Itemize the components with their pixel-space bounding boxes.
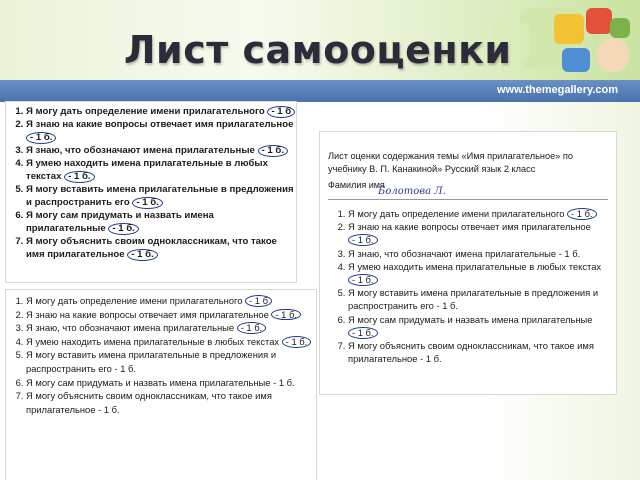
underline [328, 199, 608, 200]
score-mark: - 1 б. [127, 249, 157, 261]
score-mark: - 1 б. [132, 197, 162, 209]
list-item: 2. Я знаю на какие вопросы отвечает имя прилагательное - 1 б. [26, 308, 316, 322]
score-mark: - 1 б. [114, 362, 137, 374]
list-item: 7. Я могу объяснить своим одноклассникам, что такое имя прилагательное - 1 б. [26, 235, 296, 261]
score-mark: - 1 б. [558, 247, 581, 259]
list-item: 5. Я могу вставить имена прилагательные в предложения и распространить его - 1 б. [348, 286, 610, 312]
score-mark: - 1 б. [348, 234, 378, 246]
list-item: 4. Я умею находить имена прилагательные в любых текстах - 1 б. [26, 335, 316, 349]
list-item: 5. Я могу вставить имена прилагательные в предложения и распространить его - 1 б. [26, 183, 296, 209]
score-mark: - 1 б. [98, 403, 120, 415]
score-mark: - 1 б [267, 106, 295, 118]
list-item: 3. Я знаю, что обозначают имена прилагательные - 1 б. [348, 247, 610, 260]
self-assessment-list [320, 203, 616, 365]
list-item: 7. Я могу объяснить своим одноклассникам, что такое имя прилагательное - 1 б. [348, 339, 610, 365]
score-mark: - 1 б. [108, 223, 138, 235]
list-item: 3. Я знаю, что обозначают имена прилагательные - 1 б. [26, 321, 316, 335]
list-item: 6. Я могу сам придумать и назвать имена прилагательные - 1 б. [348, 313, 610, 339]
cartoon-cubes-image [548, 4, 636, 78]
self-assessment-list [6, 102, 296, 261]
score-mark: - 1 б. [26, 132, 56, 144]
list-item: 4. Я умею находить имена прилагательные в любых текстах - 1 б. [26, 157, 296, 183]
list-item: 2. Я знаю на какие вопросы отвечает имя прилагательное - 1 б. [26, 118, 296, 144]
score-mark: - 1 б. [348, 274, 378, 286]
list-item: 1. Я могу дать определение имени прилагательного - 1 б. [348, 207, 610, 220]
scanned-sheet-1 [6, 102, 296, 282]
scanned-sheet-3 [320, 132, 616, 394]
score-mark: - 1 б. [64, 171, 94, 183]
score-mark: - 1 б. [436, 300, 459, 312]
score-mark: - 1 б. [258, 145, 288, 157]
score-mark: - 1 б. [420, 353, 442, 365]
list-item: 1. Я могу дать определение имени прилагательного - 1 б [26, 294, 316, 308]
list-item: 4. Я умею находить имена прилагательные в любых текстах - 1 б. [348, 260, 610, 286]
url-band [0, 80, 640, 102]
list-item: 6. Я могу сам придумать и назвать имена прилагательные - 1 б. [26, 376, 316, 390]
slide-header [0, 0, 640, 80]
list-item: 6. Я могу сам придумать и назвать имена прилагательные - 1 б. [26, 209, 296, 235]
score-mark: - 1 б. [273, 376, 295, 388]
score-mark: - 1 б. [237, 322, 267, 334]
surname-handwriting: Болотова Л. [378, 186, 446, 197]
self-assessment-list [6, 290, 316, 416]
score-mark: - 1 б. [282, 336, 312, 348]
scanned-sheet-2 [6, 290, 316, 480]
score-mark: - 1 б. [567, 208, 597, 220]
score-mark: - 1 б. [271, 309, 301, 321]
score-mark: - 1 б [245, 295, 272, 307]
sheet-header: Лист оценки содержания темы «Имя прилагательное» по учебнику В. П. Канакиной» Русский язык 2 класс [328, 151, 573, 174]
slide-title: Лист самооценки [124, 28, 512, 72]
site-url: www.themegallery.com [496, 84, 618, 96]
list-item: 1. Я могу дать определение имени прилагательного - 1 б [26, 105, 296, 118]
surname-label: Фамилия имя [328, 180, 385, 190]
surname-row [320, 177, 616, 203]
list-item: 7. Я могу объяснить своим одноклассникам, что такое имя прилагательное - 1 б. [26, 389, 316, 416]
list-item: 3. Я знаю, что обозначают имена прилагательные - 1 б. [26, 144, 296, 157]
list-item: 5. Я могу вставить имена прилагательные в предложения и распространить его - 1 б. [26, 348, 316, 375]
list-item: 2. Я знаю на какие вопросы отвечает имя прилагательное - 1 б. [348, 220, 610, 246]
score-mark: - 1 б. [348, 327, 378, 339]
